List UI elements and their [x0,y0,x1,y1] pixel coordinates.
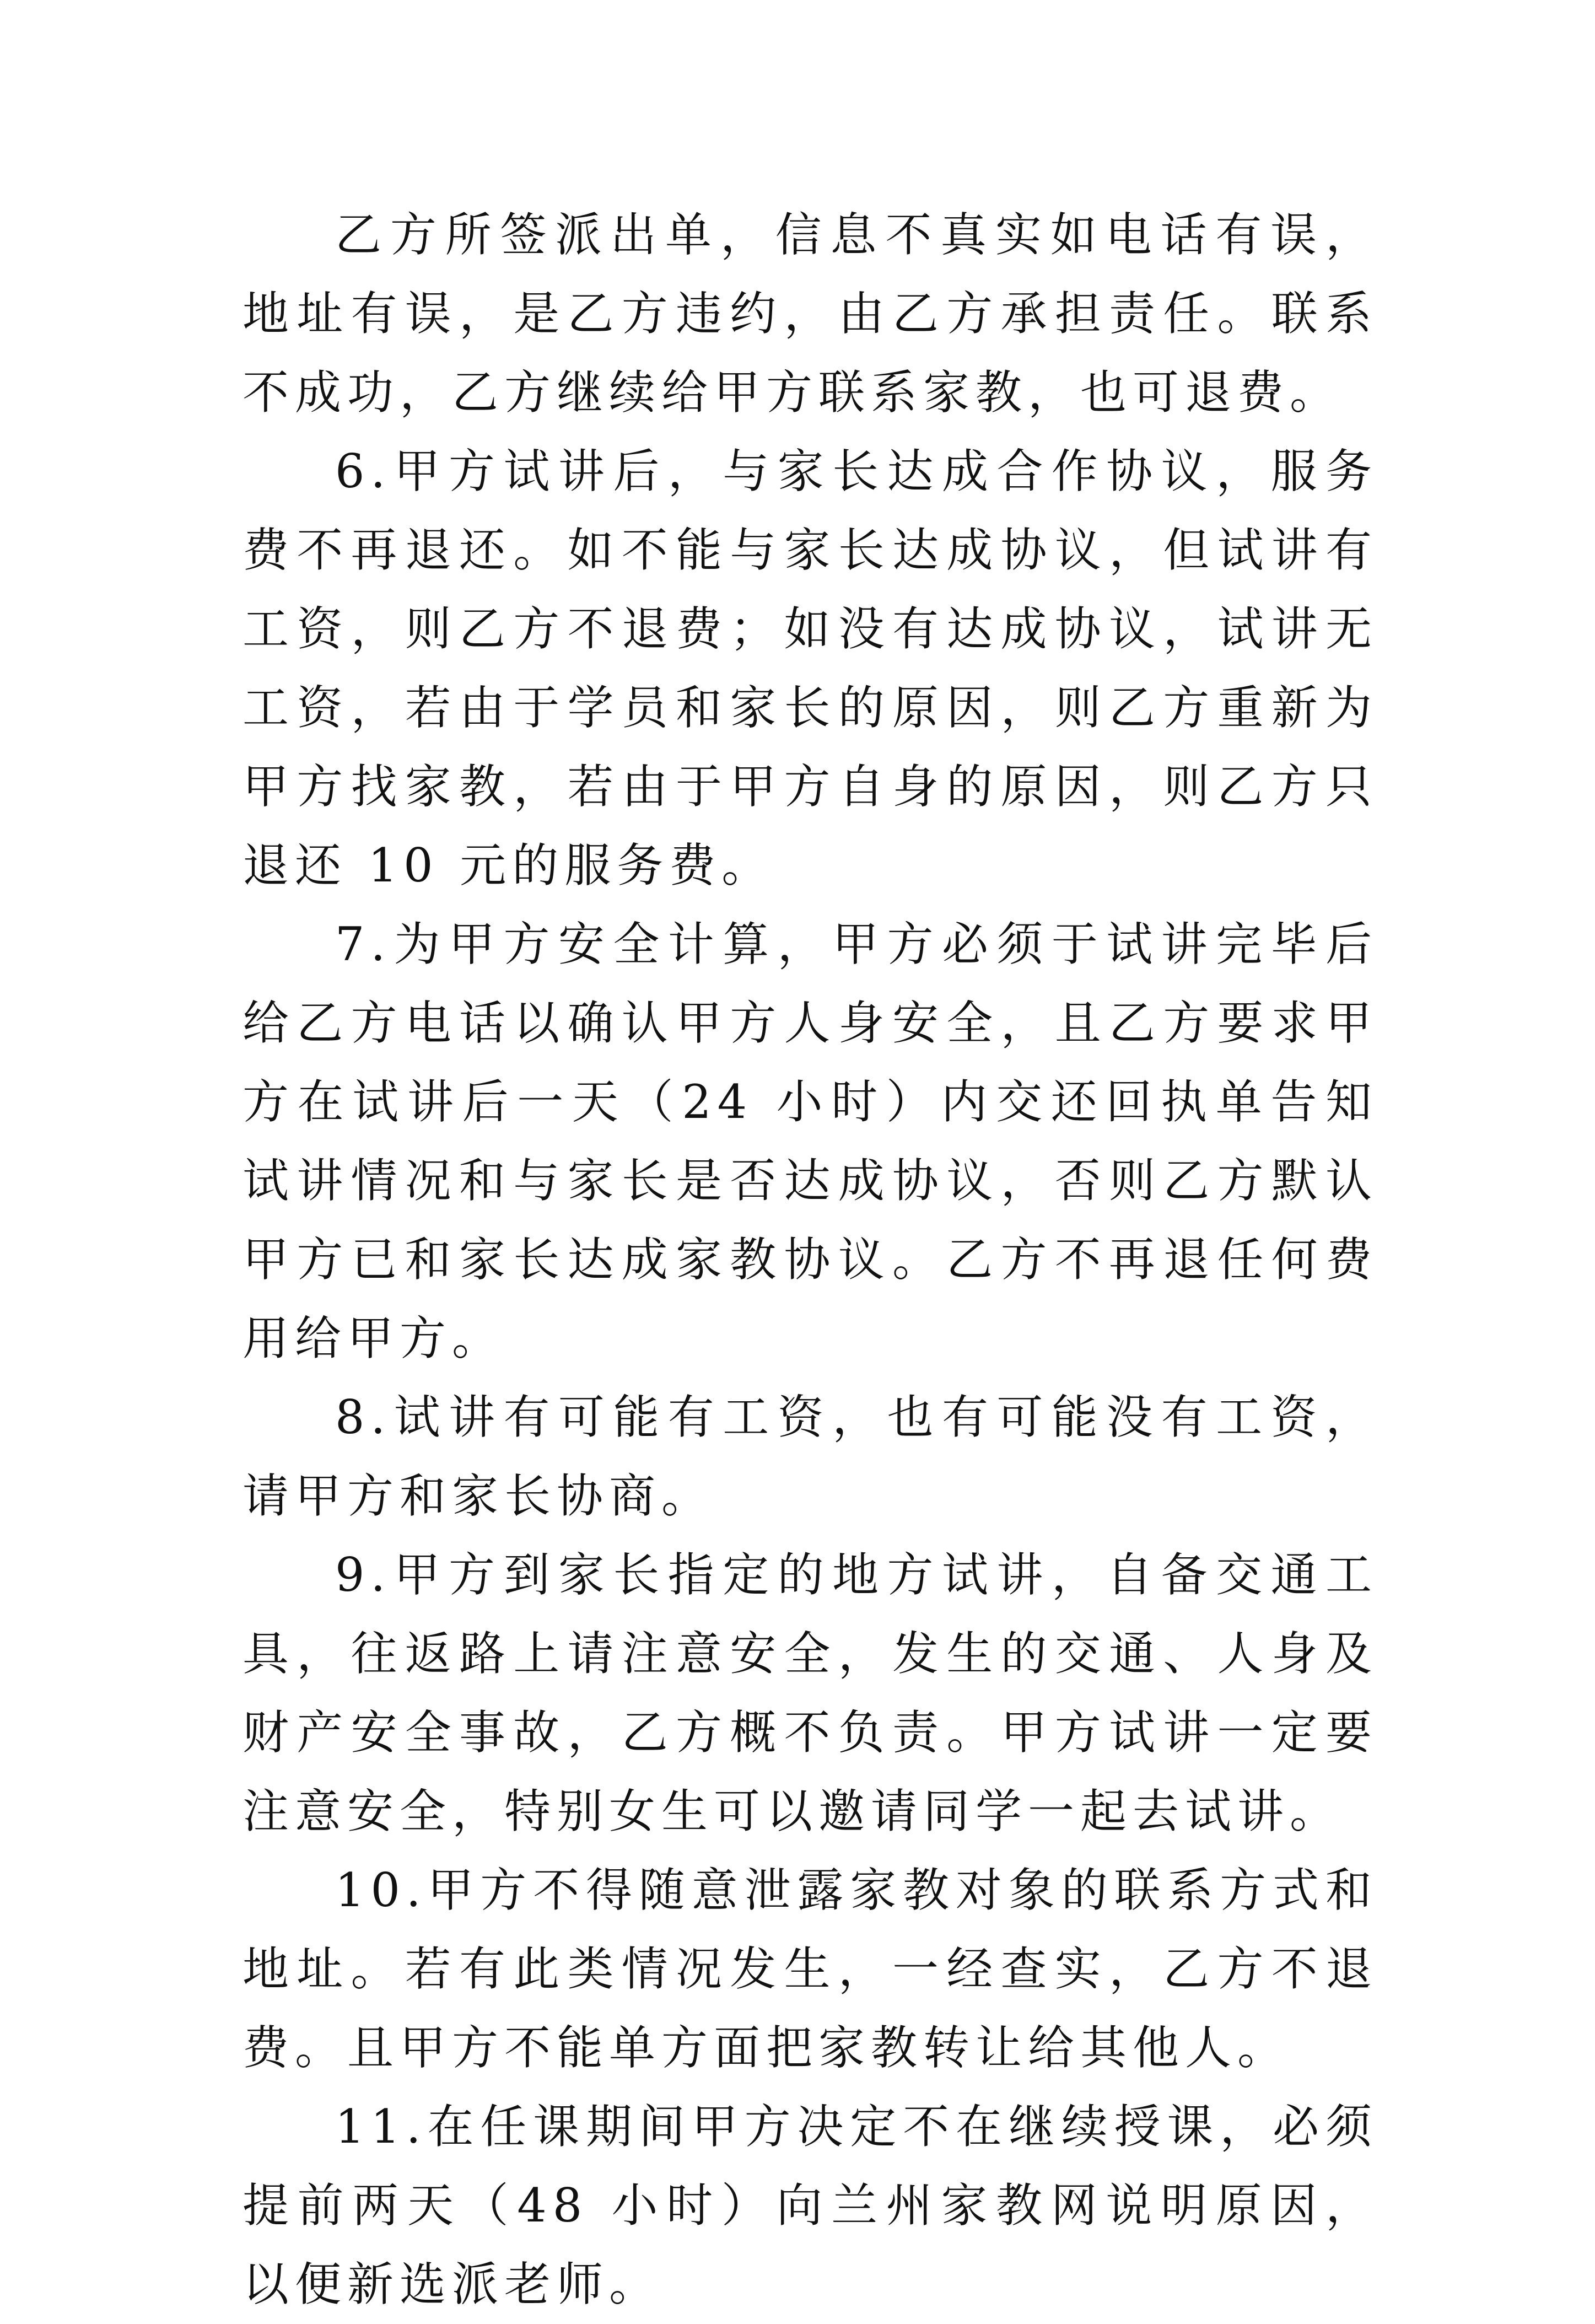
paragraph-11: 11.在任课期间甲方决定不在继续授课，必须提前两天（48 小时）向兰州家教网说明原因，以便新选派老师。 [243,2100,1378,2311]
paragraph-9: 9.甲方到家长指定的地方试讲，自备交通工具，往返路上请注意安全，发生的交通、人身及财产安全事故，乙方概不负责。甲方试讲一定要注意安全，特别女生可以邀请同学一起去试讲。 [243,1548,1378,1838]
paragraph-7: 7.为甲方安全计算，甲方必须于试讲完毕后给乙方电话以确认甲方人身安全，且乙方要求甲方在试讲后一天（24 小时）内交还回执单告知试讲情况和与家长是否达成协议，否则乙方默认甲方已和家长达成家教协议。乙方不再退任何费用给甲方。 [243,917,1378,1365]
paragraph-10: 10.甲方不得随意泄露家教对象的联系方式和地址。若有此类情况发生，一经查实，乙方不退费。且甲方不能单方面把家教转让给其他人。 [243,1863,1378,2075]
document-body [243,196,1378,2324]
paragraph-1: 乙方所签派出单，信息不真实如电话有误，地址有误，是乙方违约，由乙方承担责任。联系不成功，乙方继续给甲方联系家教，也可退费。 [243,208,1378,419]
paragraph-8: 8.试讲有可能有工资，也有可能没有工资，请甲方和家长协商。 [243,1390,1378,1523]
paragraph-6: 6.甲方试讲后，与家长达成合作协议，服务费不再退还。如不能与家长达成协议，但试讲有工资，则乙方不退费；如没有达成协议，试讲无工资，若由于学员和家长的原因，则乙方重新为甲方找家教，若由于甲方自身的原因，则乙方只退还 10 元的服务费。 [243,444,1378,892]
